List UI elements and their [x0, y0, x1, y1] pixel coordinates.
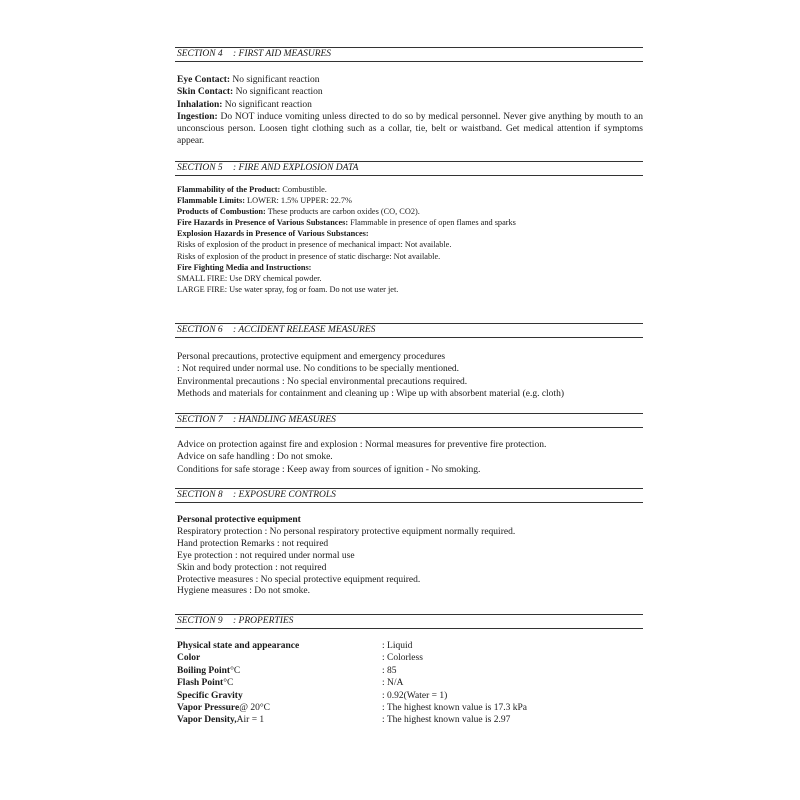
field-label: Explosion Hazards in Presence of Various Substances: — [177, 229, 369, 239]
section-title: : FIRST AID MEASURES — [233, 49, 332, 59]
section-6-header — [175, 323, 643, 338]
field-label: Flammable Limits: — [177, 196, 245, 206]
property-value: : Colorless — [382, 653, 423, 664]
fire-fighting-heading — [177, 262, 643, 273]
protective-measures-line: Protective measures : No special protective equipment required. — [177, 574, 421, 585]
section-number: SECTION 8 — [177, 490, 223, 500]
field-label: Fire Fighting Media and Instructions: — [177, 262, 312, 272]
property-name — [177, 665, 382, 677]
combustion-products-line — [177, 206, 643, 217]
property-row — [177, 665, 643, 677]
property-row — [177, 690, 643, 702]
section-number: SECTION 4 — [177, 49, 223, 59]
flammability-line — [177, 184, 643, 195]
property-value: : The highest known value is 17.3 kPa — [382, 703, 527, 714]
section-7-header — [175, 413, 643, 428]
containment-line: Methods and materials for containment and cleaning up : Wipe up with absorbent material (e.g. cloth) — [177, 389, 564, 400]
flammable-limits-line — [177, 195, 643, 206]
section-title: : PROPERTIES — [233, 616, 294, 626]
field-value: No significant reaction — [230, 75, 320, 85]
eye-contact-line — [177, 74, 643, 86]
property-row — [177, 677, 643, 689]
respiratory-line: Respiratory protection : No personal respiratory protective equipment normally required. — [177, 526, 516, 537]
safe-storage-line: Conditions for safe storage : Keep away from sources of ignition - No smoking. — [177, 464, 481, 475]
inhalation-line — [177, 99, 643, 111]
exposure-controls-block — [177, 515, 643, 598]
field-value: No significant reaction — [222, 99, 312, 110]
section-title: : FIRE AND EXPLOSION DATA — [233, 163, 359, 173]
property-value: : 0.92(Water = 1) — [382, 690, 448, 701]
environmental-precautions-line: Environmental precautions : No special environmental precautions required. — [177, 376, 468, 387]
property-name-bold: Vapor Density, — [177, 715, 237, 726]
property-name — [177, 640, 382, 652]
properties-block — [177, 640, 643, 727]
property-value: : N/A — [382, 678, 404, 689]
property-name-bold: Specific Gravity — [177, 690, 243, 701]
fire-hazards-line — [177, 217, 643, 228]
section-number: SECTION 9 — [177, 616, 223, 626]
field-value: No significant reaction — [233, 87, 323, 98]
section-number: SECTION 7 — [177, 415, 223, 425]
property-name — [177, 714, 382, 726]
section-number: SECTION 5 — [177, 163, 223, 173]
section-title: : ACCIDENT RELEASE MEASURES — [233, 325, 376, 335]
section-title: : HANDLING MEASURES — [233, 415, 336, 425]
small-fire-line: SMALL FIRE: Use DRY chemical powder. — [177, 273, 322, 283]
static-discharge-line: Risks of explosion of the product in presence of static discharge: Not available. — [177, 251, 441, 261]
mechanical-impact-line: Risks of explosion of the product in presence of mechanical impact: Not available. — [177, 240, 452, 250]
property-value: : The highest known value is 2.97 — [382, 715, 511, 726]
personal-precautions-line: Personal precautions, protective equipment and emergency procedures — [177, 352, 446, 362]
ingestion-paragraph — [177, 111, 643, 148]
handling-block — [177, 439, 643, 476]
section-title: : EXPOSURE CONTROLS — [233, 490, 336, 500]
field-value: LOWER: 1.5% UPPER: 22.7% — [244, 196, 352, 206]
property-name — [177, 690, 382, 702]
property-name — [177, 677, 382, 689]
property-name — [177, 652, 382, 664]
property-name-bold: Physical state and appearance — [177, 641, 300, 651]
field-label: Skin Contact: — [177, 87, 234, 98]
property-name-rest: °C — [223, 678, 234, 689]
section-4-header — [175, 47, 643, 62]
hygiene-line: Hygiene measures : Do not smoke. — [177, 586, 310, 597]
large-fire-line: LARGE FIRE: Use water spray, fog or foam. Do not use water jet. — [177, 284, 399, 294]
field-value: Do NOT induce vomiting unless directed to do so by medical personnel. Never give anything by mouth to an unconscious person. Loosen tight clothing such as a collar, tie, belt or waistband. Get medical attention if symptoms appear. — [177, 111, 643, 147]
skin-contact-line — [177, 86, 643, 98]
field-label: Flammability of the Product: — [177, 185, 281, 194]
property-name-bold: Boiling Point — [177, 665, 231, 676]
property-row — [177, 702, 643, 714]
accident-release-block — [177, 351, 643, 401]
safe-handling-line: Advice on safe handling : Do not smoke. — [177, 452, 333, 463]
field-label: Ingestion: — [177, 111, 218, 122]
section-number: SECTION 6 — [177, 325, 223, 335]
property-name-bold: Flash Point — [177, 678, 224, 689]
ppe-heading — [177, 515, 643, 527]
property-name-bold: Vapor Pressure — [177, 703, 240, 714]
skin-body-line: Skin and body protection : not required — [177, 562, 327, 573]
section-5-header — [175, 161, 643, 176]
property-value: : Liquid — [382, 641, 413, 651]
section-8-header — [175, 488, 643, 503]
not-required-line: : Not required under normal use. No conditions to be specially mentioned. — [177, 364, 460, 375]
property-name-rest: Air = 1 — [236, 715, 265, 726]
property-name-bold: Color — [177, 653, 201, 664]
property-name-rest: °C — [230, 665, 241, 676]
property-value: : 85 — [382, 665, 397, 676]
field-value: Combustible. — [280, 185, 327, 194]
property-name-rest: @ 20°C — [239, 703, 270, 714]
field-label: Fire Hazards in Presence of Various Substances: — [177, 218, 349, 228]
field-label: Personal protective equipment — [177, 515, 301, 525]
fire-protection-advice-line: Advice on protection against fire and explosion : Normal measures for preventive fire protection. — [177, 440, 547, 450]
field-value: These products are carbon oxides (CO, CO2). — [265, 207, 420, 217]
field-value: Flammable in presence of open flames and sparks — [348, 218, 516, 228]
first-aid-block — [177, 74, 643, 148]
hand-protection-line: Hand protection Remarks : not required — [177, 538, 329, 549]
property-row — [177, 640, 643, 652]
field-label: Inhalation: — [177, 99, 223, 110]
property-row — [177, 714, 643, 726]
fire-explosion-block — [177, 184, 643, 295]
field-label: Products of Combustion: — [177, 207, 266, 217]
property-name — [177, 702, 382, 714]
eye-protection-line: Eye protection : not required under normal use — [177, 550, 355, 561]
explosion-hazards-heading — [177, 228, 643, 239]
property-row — [177, 652, 643, 664]
section-9-header — [175, 614, 643, 629]
field-label: Eye Contact: — [177, 75, 231, 85]
